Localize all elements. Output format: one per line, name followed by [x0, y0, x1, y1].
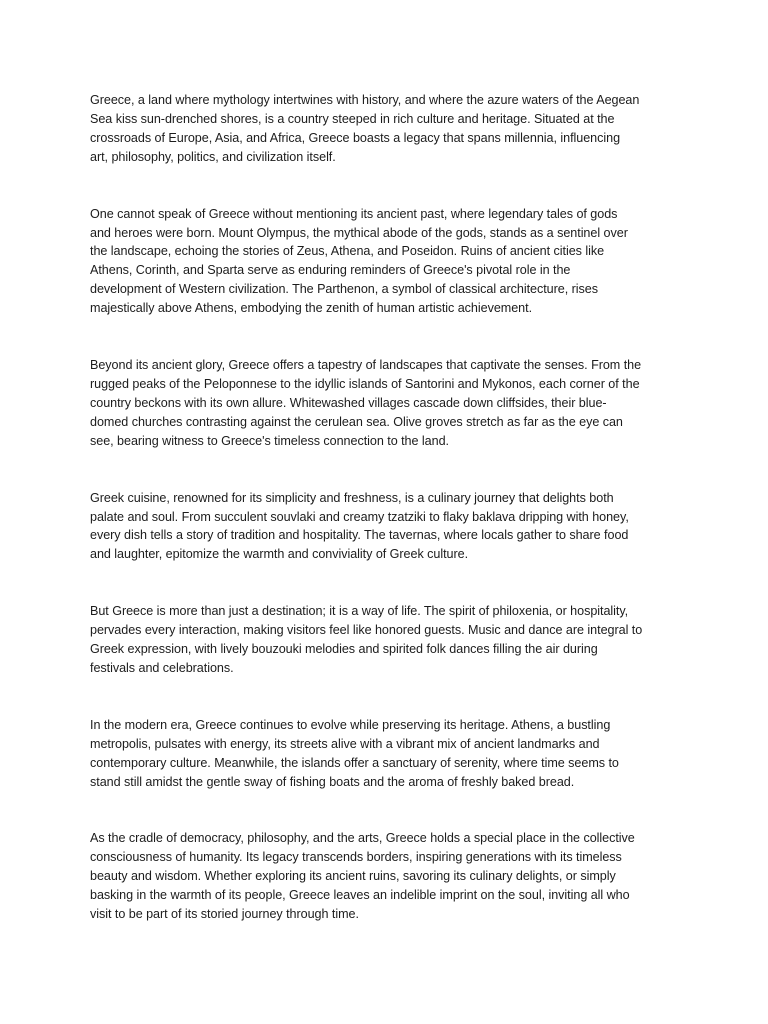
paragraph-intro: Greece, a land where mythology intertwines with history, and where the azure waters of the Aegean Sea kiss sun-drenched shores, is a country steeped in rich culture and heritage. Situated at the crossroads of Europe, Asia, and Africa, Greece boasts a legacy that spans millennia, influencing art, philosophy, politics, and civilization itself.	[90, 93, 640, 164]
paragraph-conclusion: As the cradle of democracy, philosophy, and the arts, Greece holds a special place in the collective consciousness of humanity. Its legacy transcends borders, inspiring generations with its timeless beauty and wisdom. Whether exploring its ancient ruins, savoring its culinary delights, or simply basking in the warmth of its people, Greece leaves an indelible imprint on the soul, inviting all who visit to be part of its storied journey through time.	[90, 831, 635, 922]
paragraph-cuisine: Greek cuisine, renowned for its simplicity and freshness, is a culinary journey that delights both palate and soul. From succulent souvlaki and creamy tzatziki to flaky baklava dripping with honey, every dish tells a story of tradition and hospitality. The tavernas, where locals gather to share food and laughter, epitomize the warmth and conviviality of Greek culture.	[90, 490, 629, 562]
paragraph-modern-era: In the modern era, Greece continues to evolve while preserving its heritage. Athens, a bustling metropolis, pulsates with energy, its streets alive with a vibrant mix of ancient landmarks and contemporary culture. Meanwhile, the islands offer a sanctuary of serenity, where time seems to stand still amidst the gentle sway of fishing boats and the aroma of freshly baked bread.	[90, 717, 619, 789]
paragraph-way-of-life: But Greece is more than just a destination; it is a way of life. The spirit of philoxenia, or hospitality, pervades every interaction, making visitors feel like honored guests. Music and dance are integral to Greek expression, with lively bouzouki melodies and spirited folk dances filling the air during festivals and celebrations.	[90, 604, 643, 675]
paragraph-ancient-past: One cannot speak of Greece without mentioning its ancient past, where legendary tales of gods and heroes were born. Mount Olympus, the mythical abode of the gods, stands as a sentinel over the landscape, echoing the stories of Zeus, Athena, and Poseidon. Ruins of ancient cities like Athens, Corinth, and Sparta serve as enduring reminders of Greece's pivotal role in the development of Western civilization. The Parthenon, a symbol of classical architecture, rises majestically above Athens, embodying the zenith of human artistic achievement.	[90, 206, 628, 316]
paragraph-landscapes: Beyond its ancient glory, Greece offers a tapestry of landscapes that captivate the senses. From the rugged peaks of the Peloponnese to the idyllic islands of Santorini and Mykonos, each corner of the country beckons with its own allure. Whitewashed villages cascade down cliffsides, their blue- domed churches contrasting against the cerulean sea. Olive groves stretch as far as the eye can see, bearing witness to Greece's timeless connection to the land.	[90, 358, 642, 448]
document-body	[90, 91, 682, 962]
